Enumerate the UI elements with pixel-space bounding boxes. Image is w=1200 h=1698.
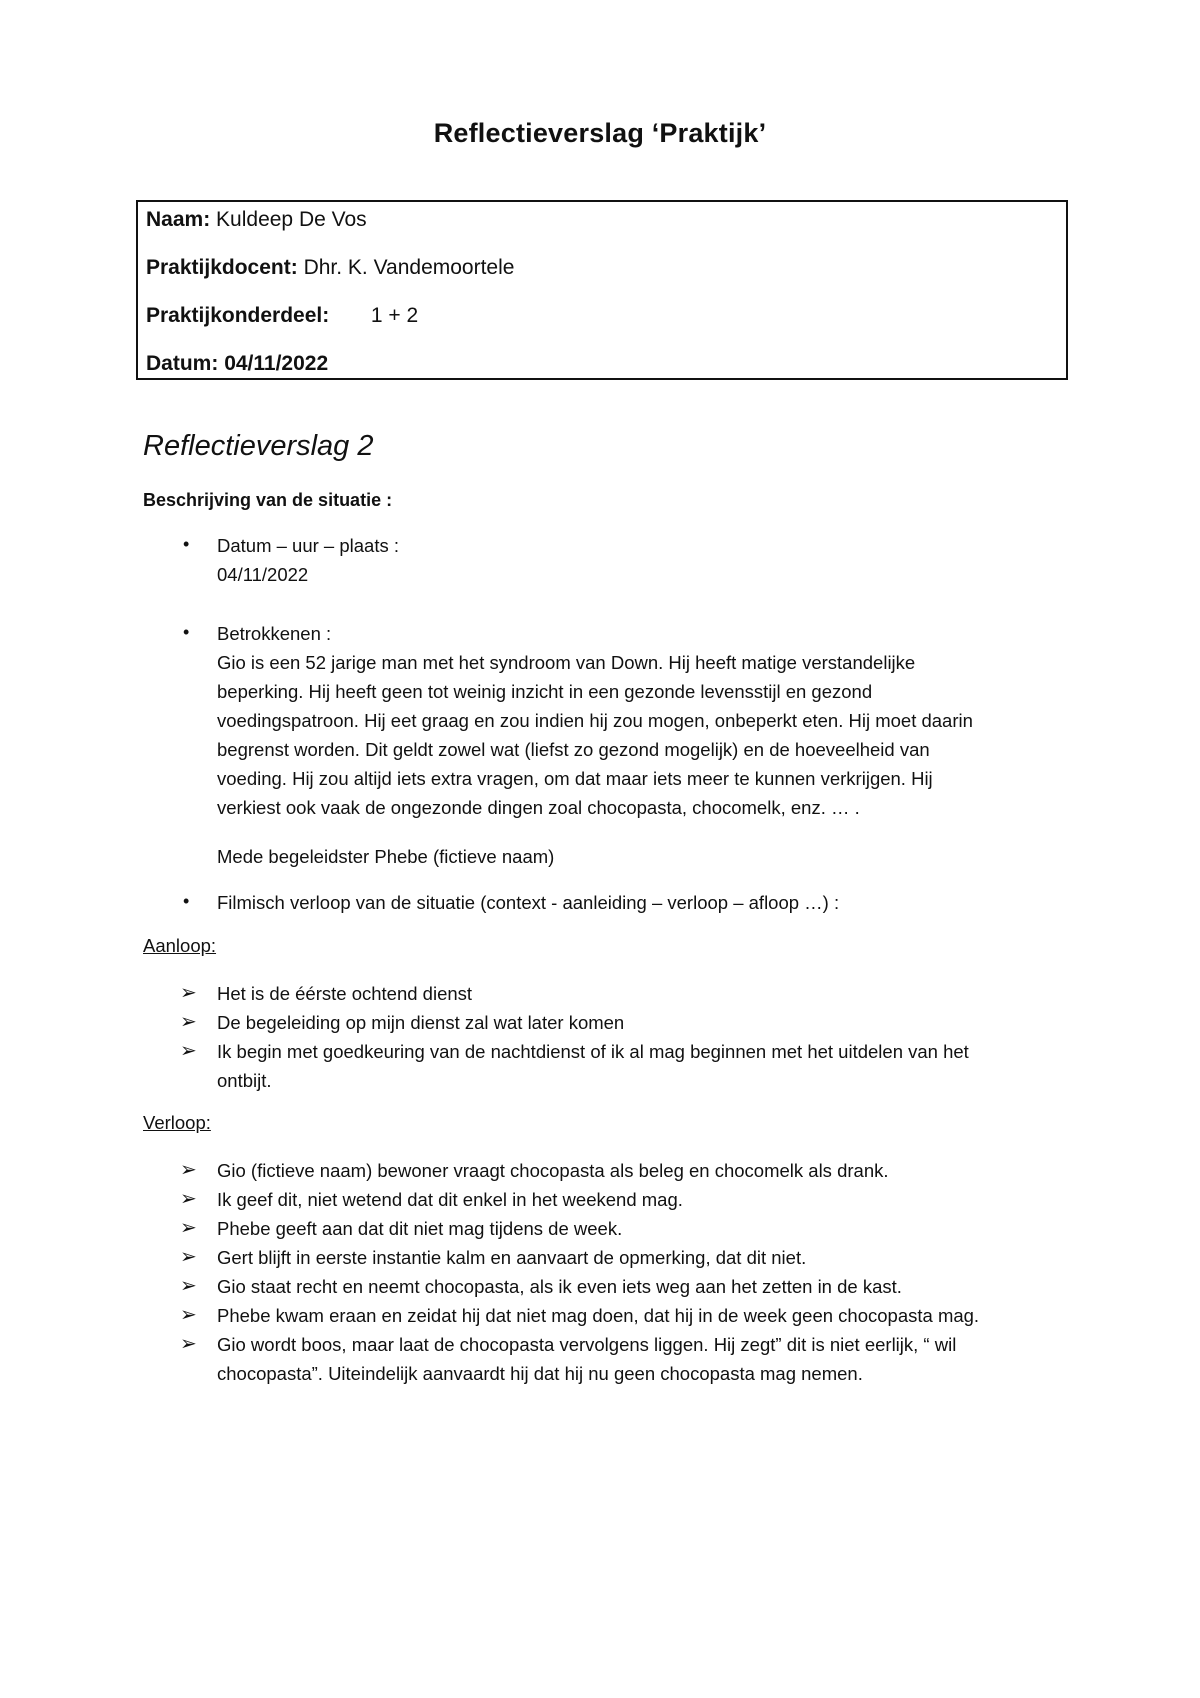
verloop-item: Gio (fictieve naam) bewoner vraagt chocopasta als beleg en chocomelk als drank. bbox=[217, 1160, 889, 1181]
arrow-bullet-icon: ➢ bbox=[180, 1333, 197, 1355]
arrow-bullet-icon: ➢ bbox=[180, 1217, 197, 1239]
verloop-item: Gio wordt boos, maar laat de chocopasta vervolgens liggen. Hij zegt” dit is niet eerlijk, “ wil bbox=[217, 1334, 957, 1355]
arrow-bullet-icon: ➢ bbox=[180, 982, 197, 1004]
betrokkenen-line: voedingspatroon. Hij eet graag en zou indien hij zou mogen, onbeperkt eten. Hij moet daarin bbox=[217, 710, 973, 731]
betrokkenen-line: Gio is een 52 jarige man met het syndroom van Down. Hij heeft matige verstandelijke bbox=[217, 652, 916, 673]
document-title: Reflectieverslag ‘Praktijk’ bbox=[433, 118, 767, 148]
verloop-item: Phebe geeft aan dat dit niet mag tijdens de week. bbox=[217, 1218, 623, 1239]
bullet-dot-icon: • bbox=[183, 534, 190, 554]
datum-value: 04/11/2022 bbox=[224, 352, 329, 375]
verloop-item: Phebe kwam eraan en zeidat hij dat niet mag doen, dat hij in de week geen chocopasta mag. bbox=[217, 1305, 980, 1326]
docent-value: Dhr. K. Vandemoortele bbox=[303, 256, 515, 279]
aanloop-item-continued: ontbijt. bbox=[217, 1070, 272, 1091]
info-onderdeel bbox=[146, 304, 418, 328]
arrow-bullet-icon: ➢ bbox=[180, 1188, 197, 1210]
arrow-bullet-icon: ➢ bbox=[180, 1246, 197, 1268]
aanloop-item: Ik begin met goedkeuring van de nachtdienst of ik al mag beginnen met het uitdelen van het bbox=[217, 1041, 969, 1062]
docent-label: Praktijkdocent: bbox=[146, 256, 298, 279]
bullet-1-value: 04/11/2022 bbox=[217, 564, 309, 585]
aanloop-item: De begeleiding op mijn dienst zal wat later komen bbox=[217, 1012, 625, 1033]
naam-label: Naam: bbox=[146, 208, 211, 231]
aanloop-heading: Aanloop: bbox=[143, 935, 217, 956]
verloop-item: Gert blijft in eerste instantie kalm en aanvaart de opmerking, dat dit niet. bbox=[217, 1247, 807, 1268]
betrokkenen-line: voeding. Hij zou altijd iets extra vragen, om dat maar iets meer te kunnen verkrijgen. Hij bbox=[217, 768, 933, 789]
info-naam bbox=[146, 208, 367, 232]
arrow-bullet-icon: ➢ bbox=[180, 1275, 197, 1297]
verloop-item: Gio staat recht en neemt chocopasta, als ik even iets weg aan het zetten in de kast. bbox=[217, 1276, 902, 1297]
arrow-bullet-icon: ➢ bbox=[180, 1040, 197, 1062]
arrow-bullet-icon: ➢ bbox=[180, 1011, 197, 1033]
verloop-item: Ik geef dit, niet wetend dat dit enkel in het weekend mag. bbox=[217, 1189, 683, 1210]
betrokkenen-line: beperking. Hij heeft geen tot weinig inzicht in een gezonde levensstijl en gezond bbox=[217, 681, 873, 702]
info-docent bbox=[146, 256, 514, 280]
naam-value: Kuldeep De Vos bbox=[216, 208, 367, 231]
bullet-dot-icon: • bbox=[183, 891, 190, 911]
onderdeel-label: Praktijkonderdeel: bbox=[146, 304, 330, 327]
bullet-dot-icon: • bbox=[183, 622, 190, 642]
beschrijving-heading: Beschrijving van de situatie : bbox=[143, 490, 393, 510]
info-datum bbox=[146, 352, 328, 376]
aanloop-item: Het is de éérste ochtend dienst bbox=[217, 983, 473, 1004]
datum-label: Datum: bbox=[146, 352, 219, 375]
betrokkenen-line: begrenst worden. Dit geldt zowel wat (liefst zo gezond mogelijk) en de hoeveelheid van bbox=[217, 739, 930, 760]
betrokkenen-extra: Mede begeleidster Phebe (fictieve naam) bbox=[217, 846, 555, 867]
verloop-item-continued: chocopasta”. Uiteindelijk aanvaardt hij dat hij nu geen chocopasta mag nemen. bbox=[217, 1363, 863, 1384]
section-title: Reflectieverslag 2 bbox=[143, 430, 374, 462]
betrokkenen-line: verkiest ook vaak de ongezonde dingen zoal chocopasta, chocomelk, enz. … . bbox=[217, 797, 860, 818]
bullet-1-label: Datum – uur – plaats : bbox=[217, 535, 400, 556]
arrow-bullet-icon: ➢ bbox=[180, 1304, 197, 1326]
onderdeel-value: 1 + 2 bbox=[370, 304, 419, 327]
arrow-bullet-icon: ➢ bbox=[180, 1159, 197, 1181]
verloop-heading: Verloop: bbox=[143, 1112, 211, 1133]
bullet-3-label: Filmisch verloop van de situatie (context - aanleiding – verloop – afloop …) : bbox=[217, 892, 840, 913]
bullet-2-label: Betrokkenen : bbox=[217, 623, 332, 644]
info-box bbox=[136, 200, 1068, 380]
